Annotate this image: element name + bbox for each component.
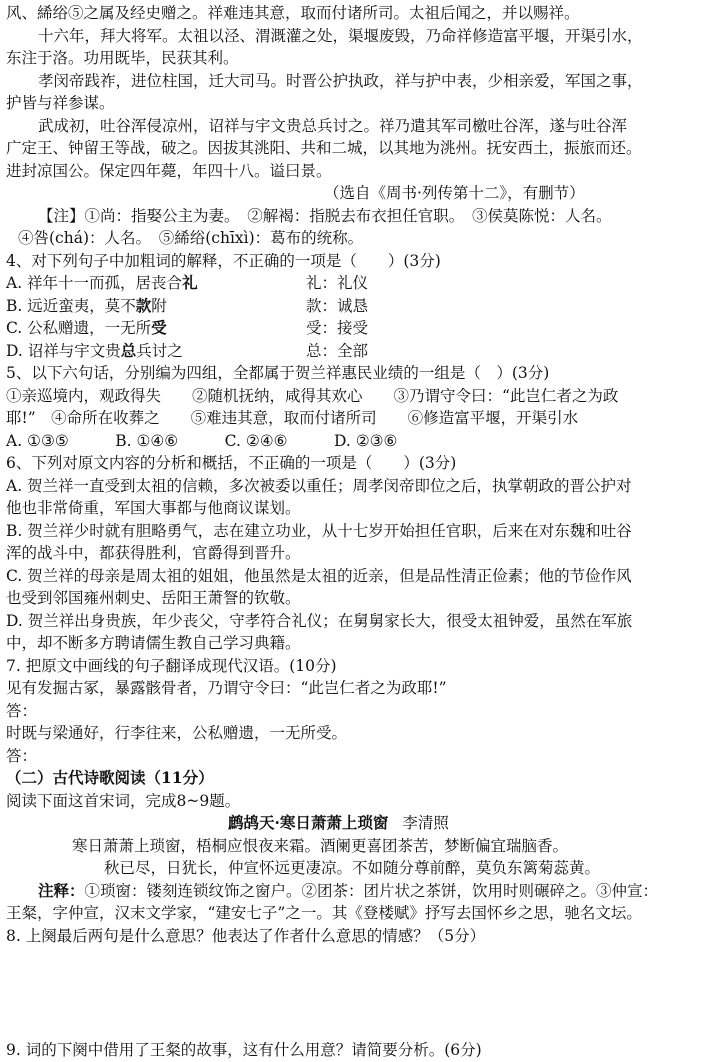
q7-answer-label-1: 答： (6, 701, 38, 720)
q9-stem: 9. 词的下阕中借用了王粲的故事，这有什么用意？请简要分析。(6分) (6, 1041, 482, 1059)
q5-items: 耶!” ④命所在收葬之 ⑤难违其意，取而付诸所司 ⑥修造富平堰，开渠引水 (6, 409, 579, 427)
poem-notes-cont: 王粲，字仲宣，汉末文学家，“建安七子”之一。其《登楼赋》抒写去国怀乡之思，驰名文坛。 (6, 904, 642, 922)
passage-line: 孝闵帝践祚，进位柱国，迁大司马。时晋公护执政，祥与护中表，少相亲爱，军国之事， (38, 71, 643, 90)
poem-notes-label: 注释： (38, 880, 85, 900)
q4-option-c: C. 公私赠遗，一无所受 受：接受 (6, 318, 369, 337)
q7-sentence-2: 时既与梁通好，行李往来，公私赠遗，一无所受。 (6, 724, 348, 742)
q4-option-d: D. 诏祥与宇文贵总兵讨之 总：全部 (6, 340, 369, 360)
passage-note: 【注】①尚：指娶公主为妻。 ②解褐：指脱去布衣担任官职。 ③侯莫陈悦：人名。 (38, 206, 612, 225)
poem-notes: 注释：①琐窗：镂刻连锁纹饰之窗户。②团茶：团片状之茶饼，饮用时则碾碎之。③仲宣： (38, 880, 659, 900)
poem-line: 寒日萧萧上琐窗，梧桐应恨夜来霜。酒阑更喜团茶苦，梦断偏宜瑞脑香。 (72, 836, 569, 855)
section-heading: （二）古代诗歌阅读（11分） (6, 768, 214, 787)
q4-option-b: B. 远近蛮夷，莫不款附 款：诚恳 (6, 295, 369, 315)
section-intro: 阅读下面这首宋词，完成8~9题。 (6, 791, 241, 810)
q4-stem: 4、对下列句子中加粗词的解释，不正确的一项是（ ）(3分) (6, 251, 441, 270)
passage-line: 风、絺绤⑤之属及经史赠之。祥难违其意，取而付诸所司。太祖后闻之，并以赐祥。 (6, 4, 580, 22)
q6-option-d: D. 贺兰祥出身贵族，年少丧父，守孝符合礼仪；在舅舅家长大，很受太祖钟爱，虽然在军旅 (6, 611, 633, 630)
q6-option-c: C. 贺兰祥的母亲是周太祖的姐姐，他虽然是太祖的近亲，但是品性清正俭素；他的节俭作风 (6, 566, 632, 585)
q5-stem: 5、以下六句话，分别编为四组，全都属于贺兰祥惠民业绩的一组是（ ）(3分) (6, 364, 550, 382)
q6-option-a: A. 贺兰祥一直受到太祖的信赖，多次被委以重任；周孝闵帝即位之后，执掌朝政的晋公护对 (6, 476, 632, 495)
q8-stem: 8. 上阕最后两句是什么意思？他表达了作者什么意思的情感？（5分） (6, 926, 486, 945)
q6-option-d-cont: 中，却不断多方聘请儒生教自己学习典籍。 (6, 634, 301, 652)
passage-source: （选自《周书·列传第十二》，有删节） (324, 184, 585, 202)
q5-choices: A. ①③⑤ B. ①④⑥ C. ②④⑥ D. ②③⑥ (6, 431, 398, 450)
passage-line: 东注于洛。功用既毕，民获其利。 (6, 49, 239, 67)
poem-title-line (6, 812, 700, 835)
q7-answer-label-2: 答： (6, 746, 38, 765)
answer-space (6, 947, 700, 1039)
passage-line: 进封凉国公。保定四年薨，年四十八。谥曰景。 (6, 161, 332, 180)
q4-option-a: A. 祥年十一而孤，居丧合礼 礼：礼仪 (6, 273, 369, 292)
q5-items: ①亲巡境内，观政得失 ②随机抚纳，咸得其欢心 ③乃谓守令曰：“此岂仁者之为政 (6, 386, 619, 405)
q6-option-b-cont: 浑的战斗中，都获得胜利，官爵得到晋升。 (6, 544, 301, 562)
passage-line: 广定王、钟留王等战，破之。因拔其洮阳、共和二城，以其地为洮州。抚安西土，振旅而还。 (6, 139, 642, 157)
poem-line: 秋已尽，日犹长，仲宣怀远更凄凉。不如随分尊前醉，莫负东篱菊蕊黄。 (104, 859, 601, 877)
poem-title: 鹧鸪天·寒日萧萧上琐窗 (228, 813, 389, 832)
passage-line: 十六年，拜大将军。太祖以泾、渭溉灌之处，渠堰废毁，乃命祥修造富平堰，开渠引水， (38, 26, 643, 45)
q7-sentence-1: 见有发掘古冢，暴露骸骨者，乃谓守令曰：“此岂仁者之为政耶!” (6, 679, 447, 697)
poem-author: 李清照 (402, 814, 449, 832)
passage-note: ④咎(chá)：人名。 ⑤絺绤(chīxì)：葛布的统称。 (18, 229, 364, 247)
passage-line: 护皆与祥参谋。 (6, 94, 115, 112)
passage-line: 武成初，吐谷浑侵凉州，诏祥与宇文贵总兵讨之。祥乃遣其军司檄吐谷浑，遂与吐谷浑 (38, 116, 628, 135)
q6-stem: 6、下列对原文内容的分析和概括，不正确的一项是（ ）(3分) (6, 454, 457, 472)
q6-option-a-cont: 他也非常倚重，军国大事都与他商议谋划。 (6, 499, 301, 517)
q6-option-b: B. 贺兰祥少时就有胆略勇气，志在建立功业，从十七岁开始担任官职，后来在对东魏和吐谷 (6, 521, 632, 540)
q7-stem: 7. 把原文中画线的句子翻译成现代汉语。(10分) (6, 656, 337, 675)
q6-option-c-cont: 也受到邻国雍州刺史、岳阳王萧詧的钦敬。 (6, 589, 301, 607)
